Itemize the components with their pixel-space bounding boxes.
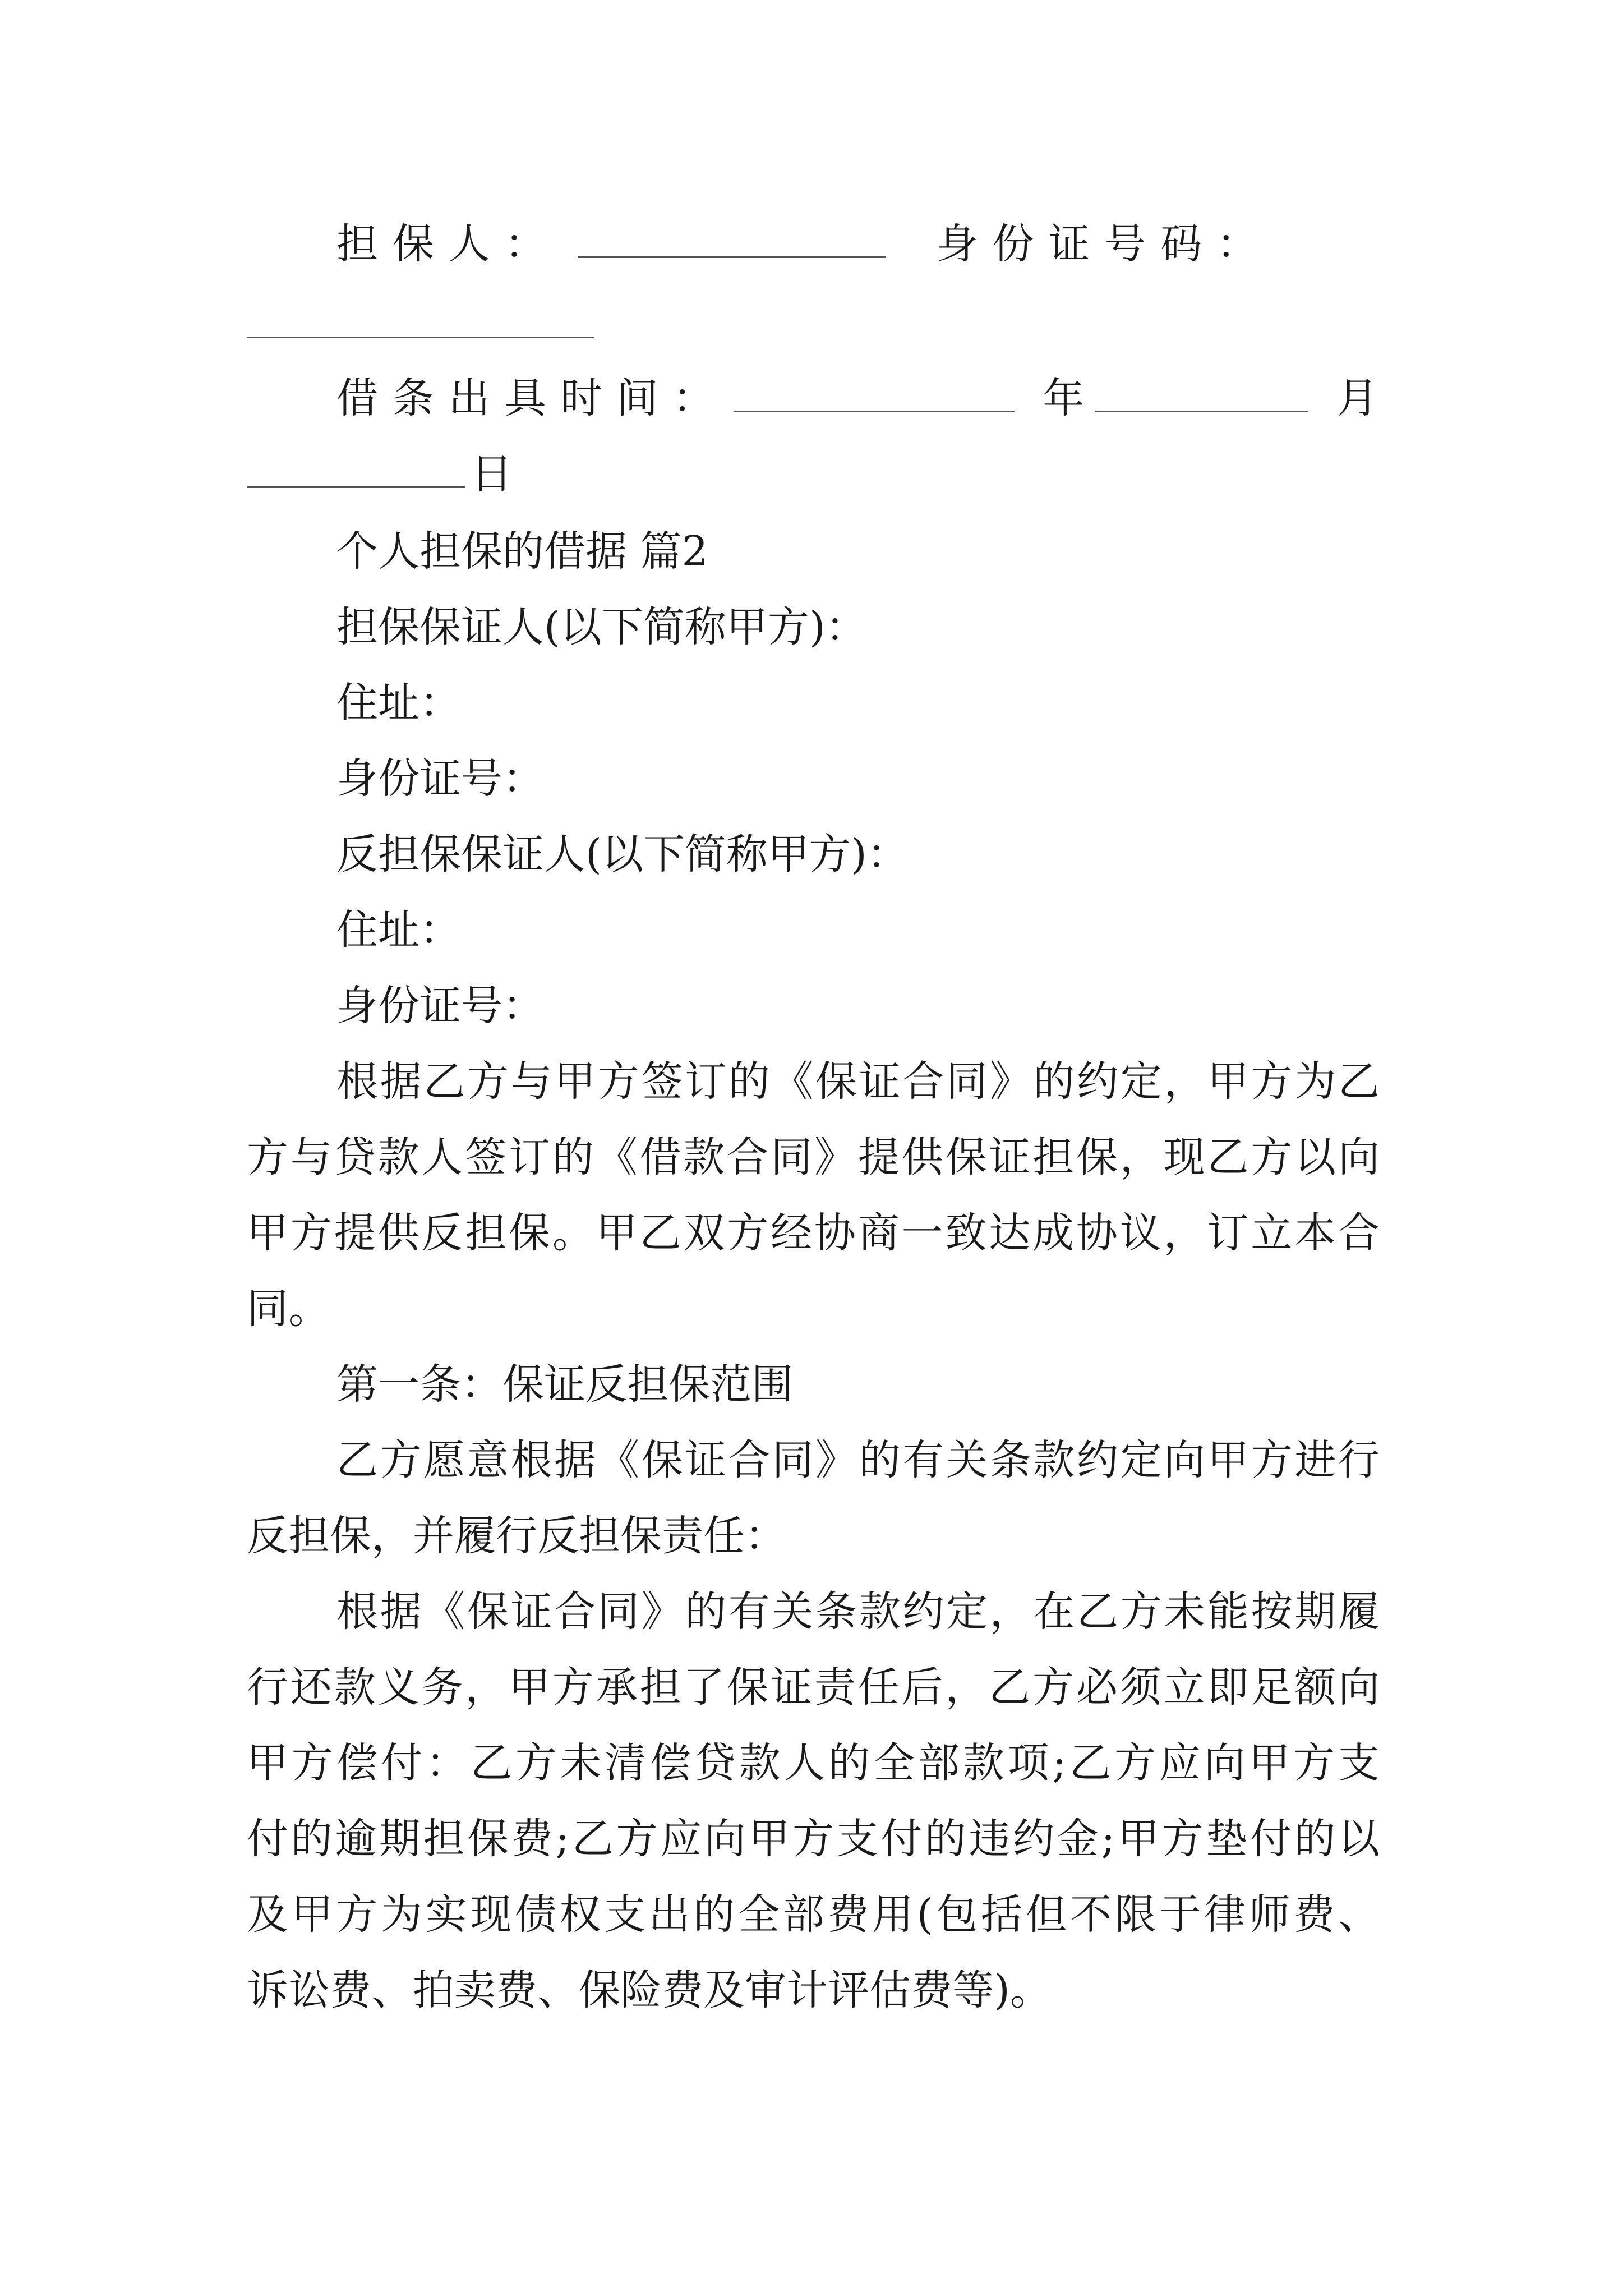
id-number-blank — [247, 337, 594, 338]
para1-line: 根据乙方与甲方签订的《保证合同》的约定，甲方为乙 — [336, 1057, 1380, 1106]
issue-month-blank — [1095, 371, 1308, 412]
issue-time-label: 借条出具时间： — [336, 374, 729, 422]
month-label: 月 — [1336, 374, 1378, 422]
issue-year-blank — [734, 371, 1015, 412]
issue-day-blank — [247, 447, 465, 488]
day-label: 日 — [471, 450, 513, 498]
issue-day-line — [247, 443, 1380, 505]
counter-guarantor-field: 反担保保证人(以下简称甲方)： — [336, 830, 909, 878]
section-title: 个人担保的借据 篇2 — [336, 527, 708, 576]
para1-line: 甲方提供反担保。甲乙双方经协商一致达成协议，订立本合 — [247, 1209, 1380, 1257]
guarantor-label: 担保人： — [336, 220, 561, 268]
para2-line: 反担保，并履行反担保责任： — [247, 1512, 786, 1560]
guarantor-line — [336, 213, 1380, 275]
para1-line: 同。 — [247, 1285, 330, 1333]
para2-line: 乙方愿意根据《保证合同》的有关条款约定向甲方进行 — [336, 1436, 1380, 1484]
id-field: 身份证号： — [336, 982, 544, 1030]
year-label: 年 — [1043, 374, 1085, 422]
para3-line: 甲方偿付：乙方未清偿贷款人的全部款项;乙方应向甲方支 — [247, 1739, 1380, 1787]
para3-line: 及甲方为实现债权支出的全部费用(包括但不限于律师费、 — [247, 1890, 1380, 1939]
address-field: 住址： — [336, 906, 461, 954]
para3-line: 诉讼费、拍卖费、保险费及审计评估费等)。 — [247, 1966, 1052, 2014]
para3-line: 行还款义务，甲方承担了保证责任后，乙方必须立即足额向 — [247, 1663, 1380, 1711]
guarantor-field: 担保保证人(以下简称甲方)： — [336, 603, 867, 651]
para3-line: 付的逾期担保费;乙方应向甲方支付的违约金;甲方垫付的以 — [247, 1815, 1380, 1863]
address-field: 住址： — [336, 679, 461, 727]
guarantor-blank — [578, 217, 886, 258]
article1-title: 第一条：保证反担保范围 — [336, 1360, 793, 1409]
issue-time-line — [336, 367, 1385, 429]
id-number-label: 身份证号码： — [936, 220, 1273, 268]
id-field: 身份证号： — [336, 754, 544, 803]
para3-line: 根据《保证合同》的有关条款约定，在乙方未能按期履 — [336, 1588, 1380, 1636]
para1-line: 方与贷款人签订的《借款合同》提供保证担保，现乙方以向 — [247, 1133, 1380, 1181]
